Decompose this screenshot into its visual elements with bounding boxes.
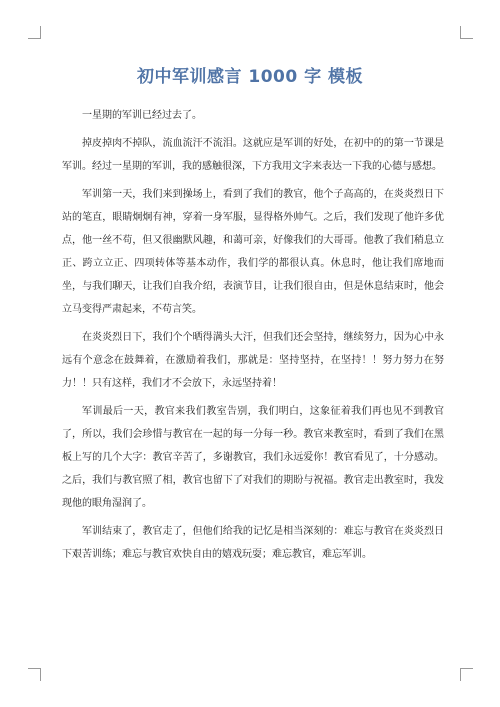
document-body — [62, 104, 444, 571]
document-title: 初中军训感言 1000 字 模板 — [136, 67, 364, 87]
crop-mark-bottom-left — [28, 668, 41, 681]
paragraph-5: 军训最后一天，教官来我们教室告别，我们明白，这象征着我们再也见不到教官了，所以，我们会珍惜与教官在一起的每一分每一秒。教官来教室时，看到了我们在黑板上写的几个大字：教官辛苦了，多谢教官，我们永远爱你！教官看见了，十分感动。之后，我们与教官照了相，教官也留下了对我们的期盼与祝福。教官走出教室时，我发现他的眼角湿润了。 — [62, 406, 444, 509]
paragraph-2: 掉皮掉肉不掉队，流血流汗不流泪。这就应是军训的好处，在初中的的第一节课是军训。经过一星期的军训，我的感触很深，下方我用文字来表达一下我的心德与感想。 — [62, 138, 444, 172]
paragraph-4: 在炎炎烈日下，我们个个晒得满头大汗，但我们还会坚持，继续努力，因为心中永远有个意念在鼓舞着，在激励着我们，那就是：坚持坚持，在坚持！！努力努力在努力！！只有这样，我们才不会放下，永远坚持着！ — [62, 332, 444, 389]
paragraph-3: 军训第一天，我们来到操场上，看到了我们的教官，他个子高高的，在炎炎烈日下站的笔直，眼睛炯炯有神，穿着一身军服，显得格外帅气。之后，我们发现了他许多优点，他一丝不苟，但又很幽默风趣，和蔼可亲，好像我们的大哥哥。他教了我们稍息立正、跨立立正、四项转体等基本动作，我们学的都很认真。休息时，他让我们席地而坐，与我们聊天，让我们自我介绍，表演节目，让我们很自由，但是休息结束时，他会立马变得严肃起来，不苟言笑。 — [62, 189, 444, 315]
crop-mark-top-left — [28, 26, 41, 39]
paragraph-6: 军训结束了，教官走了，但他们给我的记忆是相当深刻的：难忘与教官在炎炎烈日下艰苦训练；难忘与教官欢快自由的嬉戏玩耍；难忘教官，难忘军训。 — [62, 526, 444, 560]
crop-mark-bottom-right — [460, 668, 473, 681]
paragraph-1: 一星期的军训已经过去了。 — [82, 110, 202, 121]
crop-mark-top-right — [460, 26, 473, 39]
